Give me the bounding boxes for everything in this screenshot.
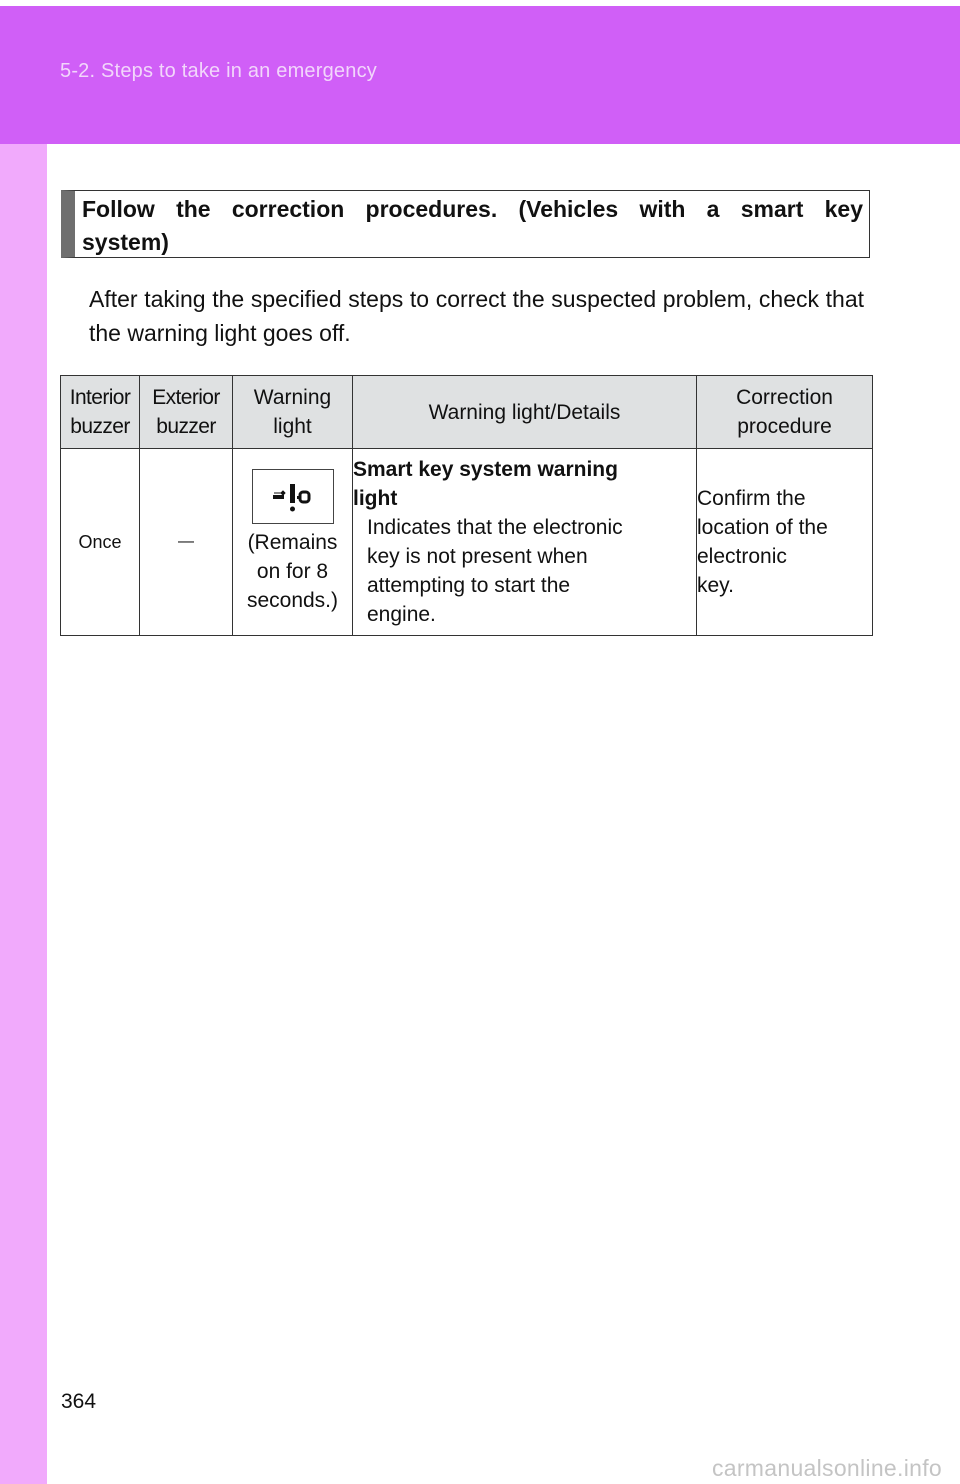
- header-details: Warning light/Details: [353, 376, 697, 449]
- header-warning-light: Warning light: [233, 376, 353, 449]
- header-exterior-buzzer: Exterior buzzer: [140, 376, 233, 449]
- header-top-line: [0, 0, 960, 6]
- watermark: carmanualsonline.info: [711, 1455, 942, 1481]
- cell-exterior-buzzer: —: [140, 449, 233, 636]
- procedure-heading-text: Follow the correction procedures. (Vehicles with a smart key system): [82, 196, 863, 255]
- intro-paragraph: After taking the specified steps to correct the suspected problem, check that the warning light goes off.: [89, 286, 864, 346]
- page-number: 364: [61, 1390, 97, 1413]
- header-interior-buzzer: Interior buzzer: [61, 376, 140, 449]
- table-header-row: [61, 376, 873, 449]
- warning-table: [60, 375, 873, 636]
- smart-key-warning-icon: [252, 469, 334, 524]
- cell-interior-buzzer: Once: [61, 449, 140, 636]
- procedure-heading: [61, 190, 870, 258]
- detail-title: Smart key system warning light: [353, 458, 618, 510]
- side-strip: [0, 144, 47, 1484]
- cell-warning-light: [233, 449, 353, 636]
- cell-details: [353, 449, 697, 636]
- detail-description: Indicates that the electronic key is not present when attempting to start the engine.: [367, 516, 623, 626]
- remains-note: (Remains on for 8 seconds.): [246, 531, 339, 612]
- header-correction-procedure: Correction procedure: [697, 376, 873, 449]
- section-title: 5-2. Steps to take in an emergency: [60, 60, 377, 82]
- table-row: [61, 449, 873, 636]
- cell-correction-procedure: Confirm the location of the electronic key.: [697, 449, 873, 636]
